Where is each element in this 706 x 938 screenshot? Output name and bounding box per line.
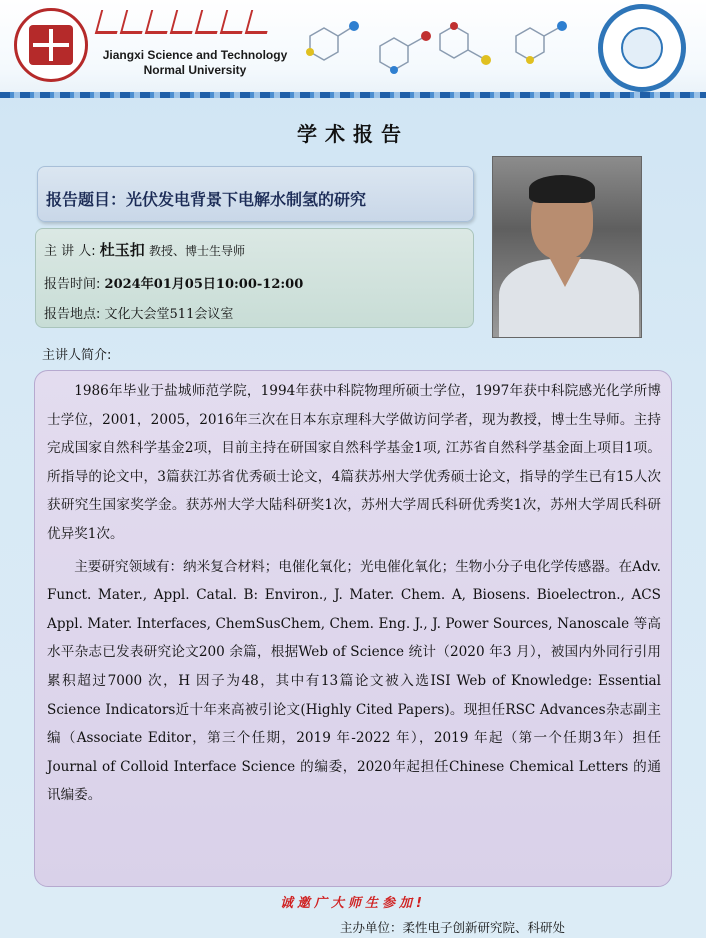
- university-calligraphy-logo: [98, 10, 288, 40]
- bio-paragraph-2: 主要研究领域有：纳米复合材料；电催化氧化；光电催化氧化；生物小分子电化学传感器。在Adv. Funct. Mater., Appl. Catal. B: Environ., J. Mater. Chem. A, Biosens. Bioelectron., ACS Appl. Mater. Interfaces, ChemSusChem, Chem. Eng. J., J. Power Sources, Nanoscale 等高水平杂志已发表研究论文200 余篇，根据Web of Science 统计（2020 年3 月），被国内外同行引用累积超过7000 次，H 因子为48，其中有13篇论文被入选ISI Web of Knowledge: Essential Science Indicators近十年来高被引论文(Highly Cited Papers)。现担任RSC Advances杂志副主编（Associate Editor，第三个任期，2019 年-2022 年），2019 年起（第一个任期3年）担任Journal of Colloid Interface Science 的编委，2020年起担任Chinese Chemical Letters 的通讯编委。: [47, 558, 661, 804]
- time-value: 2024年01月05日10:00-12:00: [104, 277, 304, 292]
- location-value: 文化大会堂511会议室: [104, 307, 234, 322]
- intro-label: 主讲人简介:: [42, 348, 112, 363]
- location-row: 报告地点: 文化大会堂511会议室: [44, 307, 234, 322]
- header-banner: [0, 0, 706, 98]
- topic-text: 报告题目：光伏发电背景下电解水制氢的研究: [46, 190, 367, 209]
- info-box: [35, 228, 474, 328]
- time-row: 报告时间: 2024年01月05日10:00-12:00: [44, 277, 304, 292]
- page-title: 学术报告: [297, 122, 409, 146]
- speaker-photo: [492, 156, 642, 338]
- header-stripe: [0, 92, 706, 98]
- host-organizer: 主办单位：柔性电子创新研究院、科研处: [340, 920, 566, 935]
- university-seal-icon: [14, 8, 88, 82]
- topic-box: [37, 166, 474, 222]
- institute-seal-icon: [598, 4, 686, 92]
- molecule-decoration-icon: [290, 6, 590, 94]
- speaker-row: 主 讲 人: 杜玉扣 教授、博士生导师: [44, 241, 245, 259]
- bio-text: [47, 377, 661, 810]
- speaker-name: 杜玉扣: [99, 241, 145, 259]
- invitation-text: 诚邀广大师生参加!: [280, 896, 426, 911]
- bio-paragraph-1: 1986年毕业于盐城师范学院，1994年获中科院物理所硕士学位，1997年获中科院感光化学所博士学位，2001，2005，2016年三次在日本东京理科大学做访问学者，现为教授，博士生导师。主持完成国家自然科学基金2项，目前主持在研国家自然科学基金1项, 江苏省自然科学基金面上项目1项。所指导的论文中，3篇获江苏省优秀硕士论文，4篇获苏州大学优秀硕士论文，指导的学生已有15人次获研究生国家奖学金。获苏州大学大陆科研奖1次，苏州大学周氏科研优秀奖1次，苏州大学周氏科研优异奖1次。: [47, 383, 661, 542]
- university-english-name: Jiangxi Science and Technology Normal University: [102, 48, 288, 77]
- bio-box: [34, 370, 672, 887]
- speaker-titles: 教授、博士生导师: [148, 244, 245, 258]
